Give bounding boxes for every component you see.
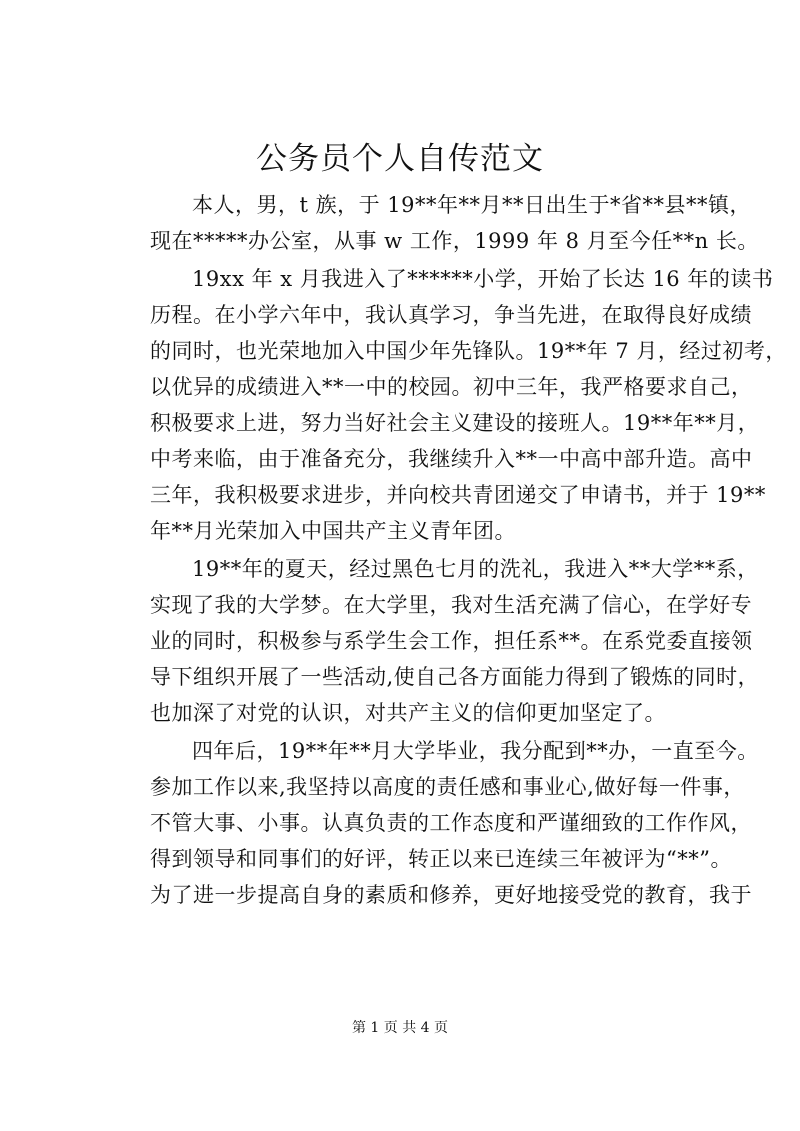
paragraph-line: 为了进一步提高自身的素质和修养，更好地接受党的教育，我于 <box>150 883 752 907</box>
paragraph-line: 业的同时，积极参与系学生会工作，担任系**。在系党委直接领 <box>150 629 753 653</box>
paragraph-line: 现在*****办公室，从事 w 工作，1999 年 8 月至今任**n 长。 <box>150 229 759 253</box>
paragraph-line: 四年后，19**年**月大学毕业，我分配到**办，一直至今。 <box>192 739 759 763</box>
paragraph-1 <box>108 187 759 259</box>
paragraph-line: 实现了我的大学梦。在大学里，我对生活充满了信心，在学好专 <box>150 593 752 617</box>
paragraph-3 <box>108 551 760 731</box>
paragraph-line: 三年，我积极要求进步，并向校共青团递交了申请书，并于 19** <box>150 483 766 507</box>
paragraph-line: 得到领导和同事们的好评，转正以来已连续三年被评为“**”。 <box>150 847 732 871</box>
paragraph-line: 参加工作以来,我坚持以高度的责任感和事业心,做好每一件事， <box>150 775 745 799</box>
paragraph-line: 19**年的夏天，经过黑色七月的洗礼，我进入**大学**系， <box>192 557 759 581</box>
paragraph-4 <box>108 733 759 913</box>
paragraph-line: 19xx 年 x 月我进入了******小学，开始了长达 16 年的读书 <box>192 267 774 291</box>
paragraph-line: 中考来临，由于准备充分，我继续升入**一中高中部升造。高中 <box>150 447 753 471</box>
paragraph-line: 本人，男，t 族，于 19**年**月**日出生于*省**县**镇， <box>192 193 752 217</box>
page-number-footer: 第 1 页 共 4 页 <box>351 1020 449 1036</box>
document-body <box>108 187 787 913</box>
paragraph-line: 历程。在小学六年中，我认真学习，争当先进，在取得良好成绩 <box>150 303 752 327</box>
paragraph-line: 也加深了对党的认识，对共产主义的信仰更加坚定了。 <box>150 701 666 725</box>
paragraph-line: 积极要求上进，努力当好社会主义建设的接班人。19**年**月， <box>150 411 760 435</box>
document-title: 公务员个人自传范文 <box>256 141 544 177</box>
paragraph-2 <box>108 261 787 549</box>
paragraph-line: 导下组织开展了一些活动,使自己各方面能力得到了锻炼的同时， <box>150 665 760 689</box>
paragraph-line: 不管大事、小事。认真负责的工作态度和严谨细致的工作作风， <box>150 811 752 835</box>
paragraph-line: 的同时，也光荣地加入中国少年先锋队。19**年 7 月，经过初考， <box>150 339 787 363</box>
paragraph-line: 年**月光荣加入中国共产主义青年团。 <box>150 519 516 543</box>
paragraph-line: 以优异的成绩进入**一中的校园。初中三年，我严格要求自己， <box>150 375 753 399</box>
